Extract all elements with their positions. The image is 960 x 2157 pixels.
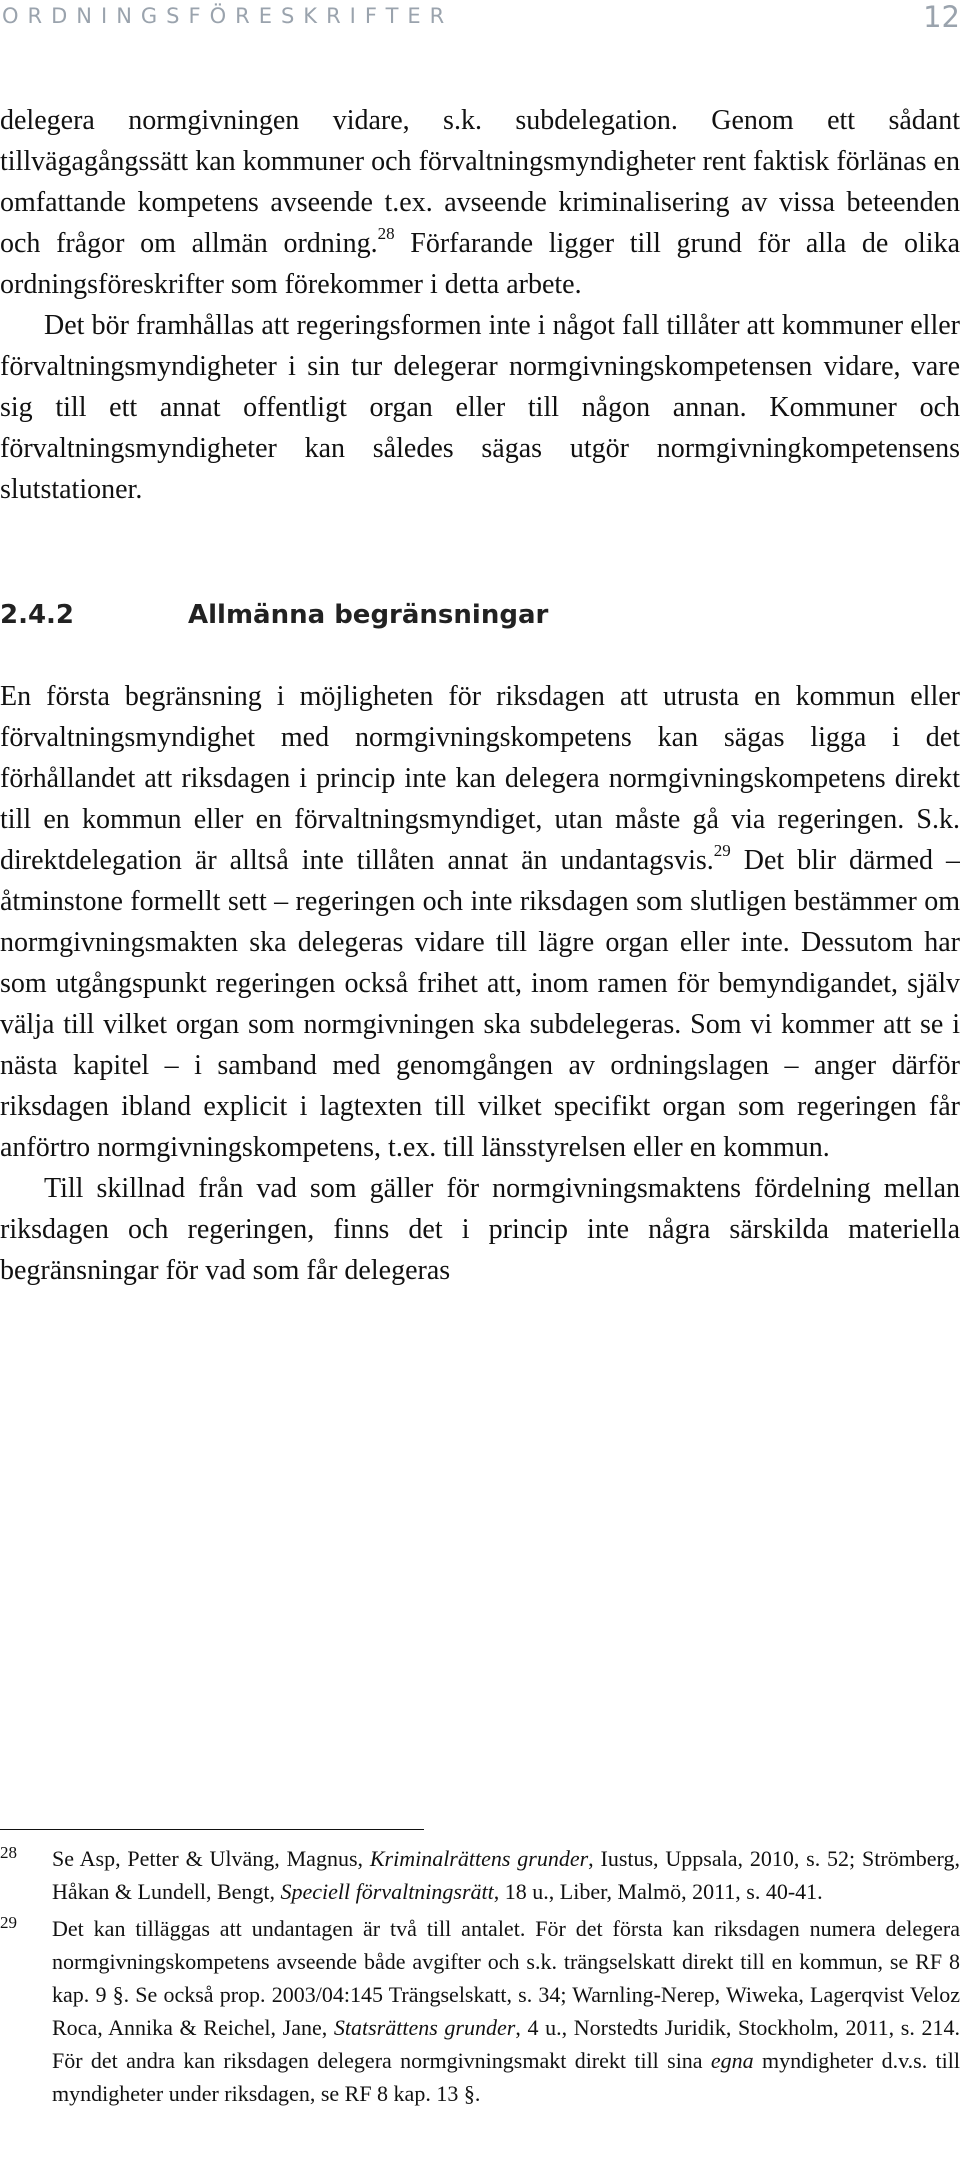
footnote-title-italic: Speciell förvaltningsrätt xyxy=(280,1879,494,1904)
footnote-text: Det kan tilläggas att undantagen är två till antalet. För det första kan riksdagen numera delegera normgivningskompetens avseende både avgifter och s.k. trängselskatt direkt till en kommun, se RF 8 kap. 9 §. Se också prop. 2003/04:145 Trängselskatt, s. 34; Warnling-Nerep, Wiweka, Lagerqvist Veloz Roca, Annika & Reichel, Jane, xyxy=(52,1916,960,2040)
footnote-reference: 29 xyxy=(713,840,731,860)
footnote-title-italic: Statsrättens grunder xyxy=(333,2015,516,2040)
paragraph: Det bör framhållas att regeringsformen inte i något fall tillåter att kommuner eller förvaltningsmyndigheter i sin tur delegerar normgivningskompetensen vidare, vare sig till ett annat offentligt organ eller till någon annan. Kommuner och förvaltningsmyndigheter kan således sägas utgör normgivningkompetensens slutstationer. xyxy=(0,310,960,505)
footnote xyxy=(0,1912,960,2110)
paragraph-text: delegera normgivningen vidare, s.k. subdelegation. Genom ett sådant tillvägagångssätt kan kommuner och förvaltningsmyndigheter rent faktisk förlänas en omfattande kompetens avseende t.ex. avseende kriminalisering av vissa beteenden och frågor om allmän ordning. xyxy=(0,105,960,259)
section-spacer xyxy=(0,636,960,676)
section-heading xyxy=(0,595,960,636)
footnote-text: , 18 u., Liber, Malmö, 2011, s. 40-41. xyxy=(493,1879,823,1904)
footnote-text: myndigheter d.v.s. till myndigheter under riksdagen, se RF 8 kap. 13 §. xyxy=(52,2048,960,2106)
footnote-title-italic: Kriminalrättens grunder xyxy=(369,1846,589,1871)
section-spacer xyxy=(0,510,960,595)
paragraph-text: Förfarande ligger till grund för alla de olika ordningsföreskrifter som förekommer i detta arbete. xyxy=(0,228,960,300)
footnote-number: 28 xyxy=(0,1843,17,1862)
footnote-text: , 4 u., Norstedts Juridik, Stockholm, 2011, s. 214. För det andra kan riksdagen delegera normgivningsmakt direkt till sina xyxy=(52,2015,960,2073)
footnote-number: 29 xyxy=(0,1913,17,1932)
section-number: 2.4.2 xyxy=(0,600,75,630)
paragraph xyxy=(0,100,960,305)
footnote-emphasis: egna xyxy=(710,2048,754,2073)
footnote-separator xyxy=(0,1829,424,1830)
paragraph xyxy=(0,676,960,1168)
running-header-title: ORDNINGSFÖRESKRIFTER xyxy=(2,4,454,28)
footnote xyxy=(0,1842,960,1908)
footnote-reference: 28 xyxy=(377,223,395,243)
footnote-text: , Iustus, Uppsala, 2010, s. 52; Strömberg, Håkan & Lundell, Bengt, xyxy=(52,1846,960,1904)
page-number: 12 xyxy=(923,0,960,34)
section-title: Allmänna begränsningar xyxy=(188,600,549,630)
paragraph-text: Det blir därmed – åtminstone formellt sett – regeringen och inte riksdagen som slutligen bestämmer om normgivningsmakten ska delegeras vidare till lägre organ eller inte. Dessutom har som utgångspunkt regeringen också frihet att, inom ramen för bemyndigandet, själv välja till vilket organ som normgivningen ska subdelegeras. Som vi kommer att se i nästa kapitel – i samband med genomgången av ordningslagen – anger därför riksdagen ibland explicit i lagtexten till vilket specifikt organ som regeringen får anförtro normgivningskompetens, t.ex. till länsstyrelsen eller en kommun. xyxy=(0,845,960,1163)
footnote-text: Se Asp, Petter & Ulväng, Magnus, xyxy=(52,1846,370,1871)
body-text xyxy=(0,100,960,1291)
paragraph-text: En första begränsning i möjligheten för riksdagen att utrusta en kommun eller förvaltningsmyndighet med normgivningskompetens kan sägas ligga i det förhållandet att riksdagen i princip inte kan delegera normgivningskompetens direkt till en kommun eller en förvaltningsmyndiget, utan måste gå via regeringen. S.k. direktdelegation är alltså inte tillåten annat än undantagsvis. xyxy=(0,681,960,876)
footnotes xyxy=(0,1842,960,2114)
running-header xyxy=(0,0,960,40)
paragraph: Till skillnad från vad som gäller för normgivningsmaktens fördelning mellan riksdagen och regeringen, finns det i princip inte några särskilda materiella begränsningar för vad som får delegeras xyxy=(0,1173,960,1286)
